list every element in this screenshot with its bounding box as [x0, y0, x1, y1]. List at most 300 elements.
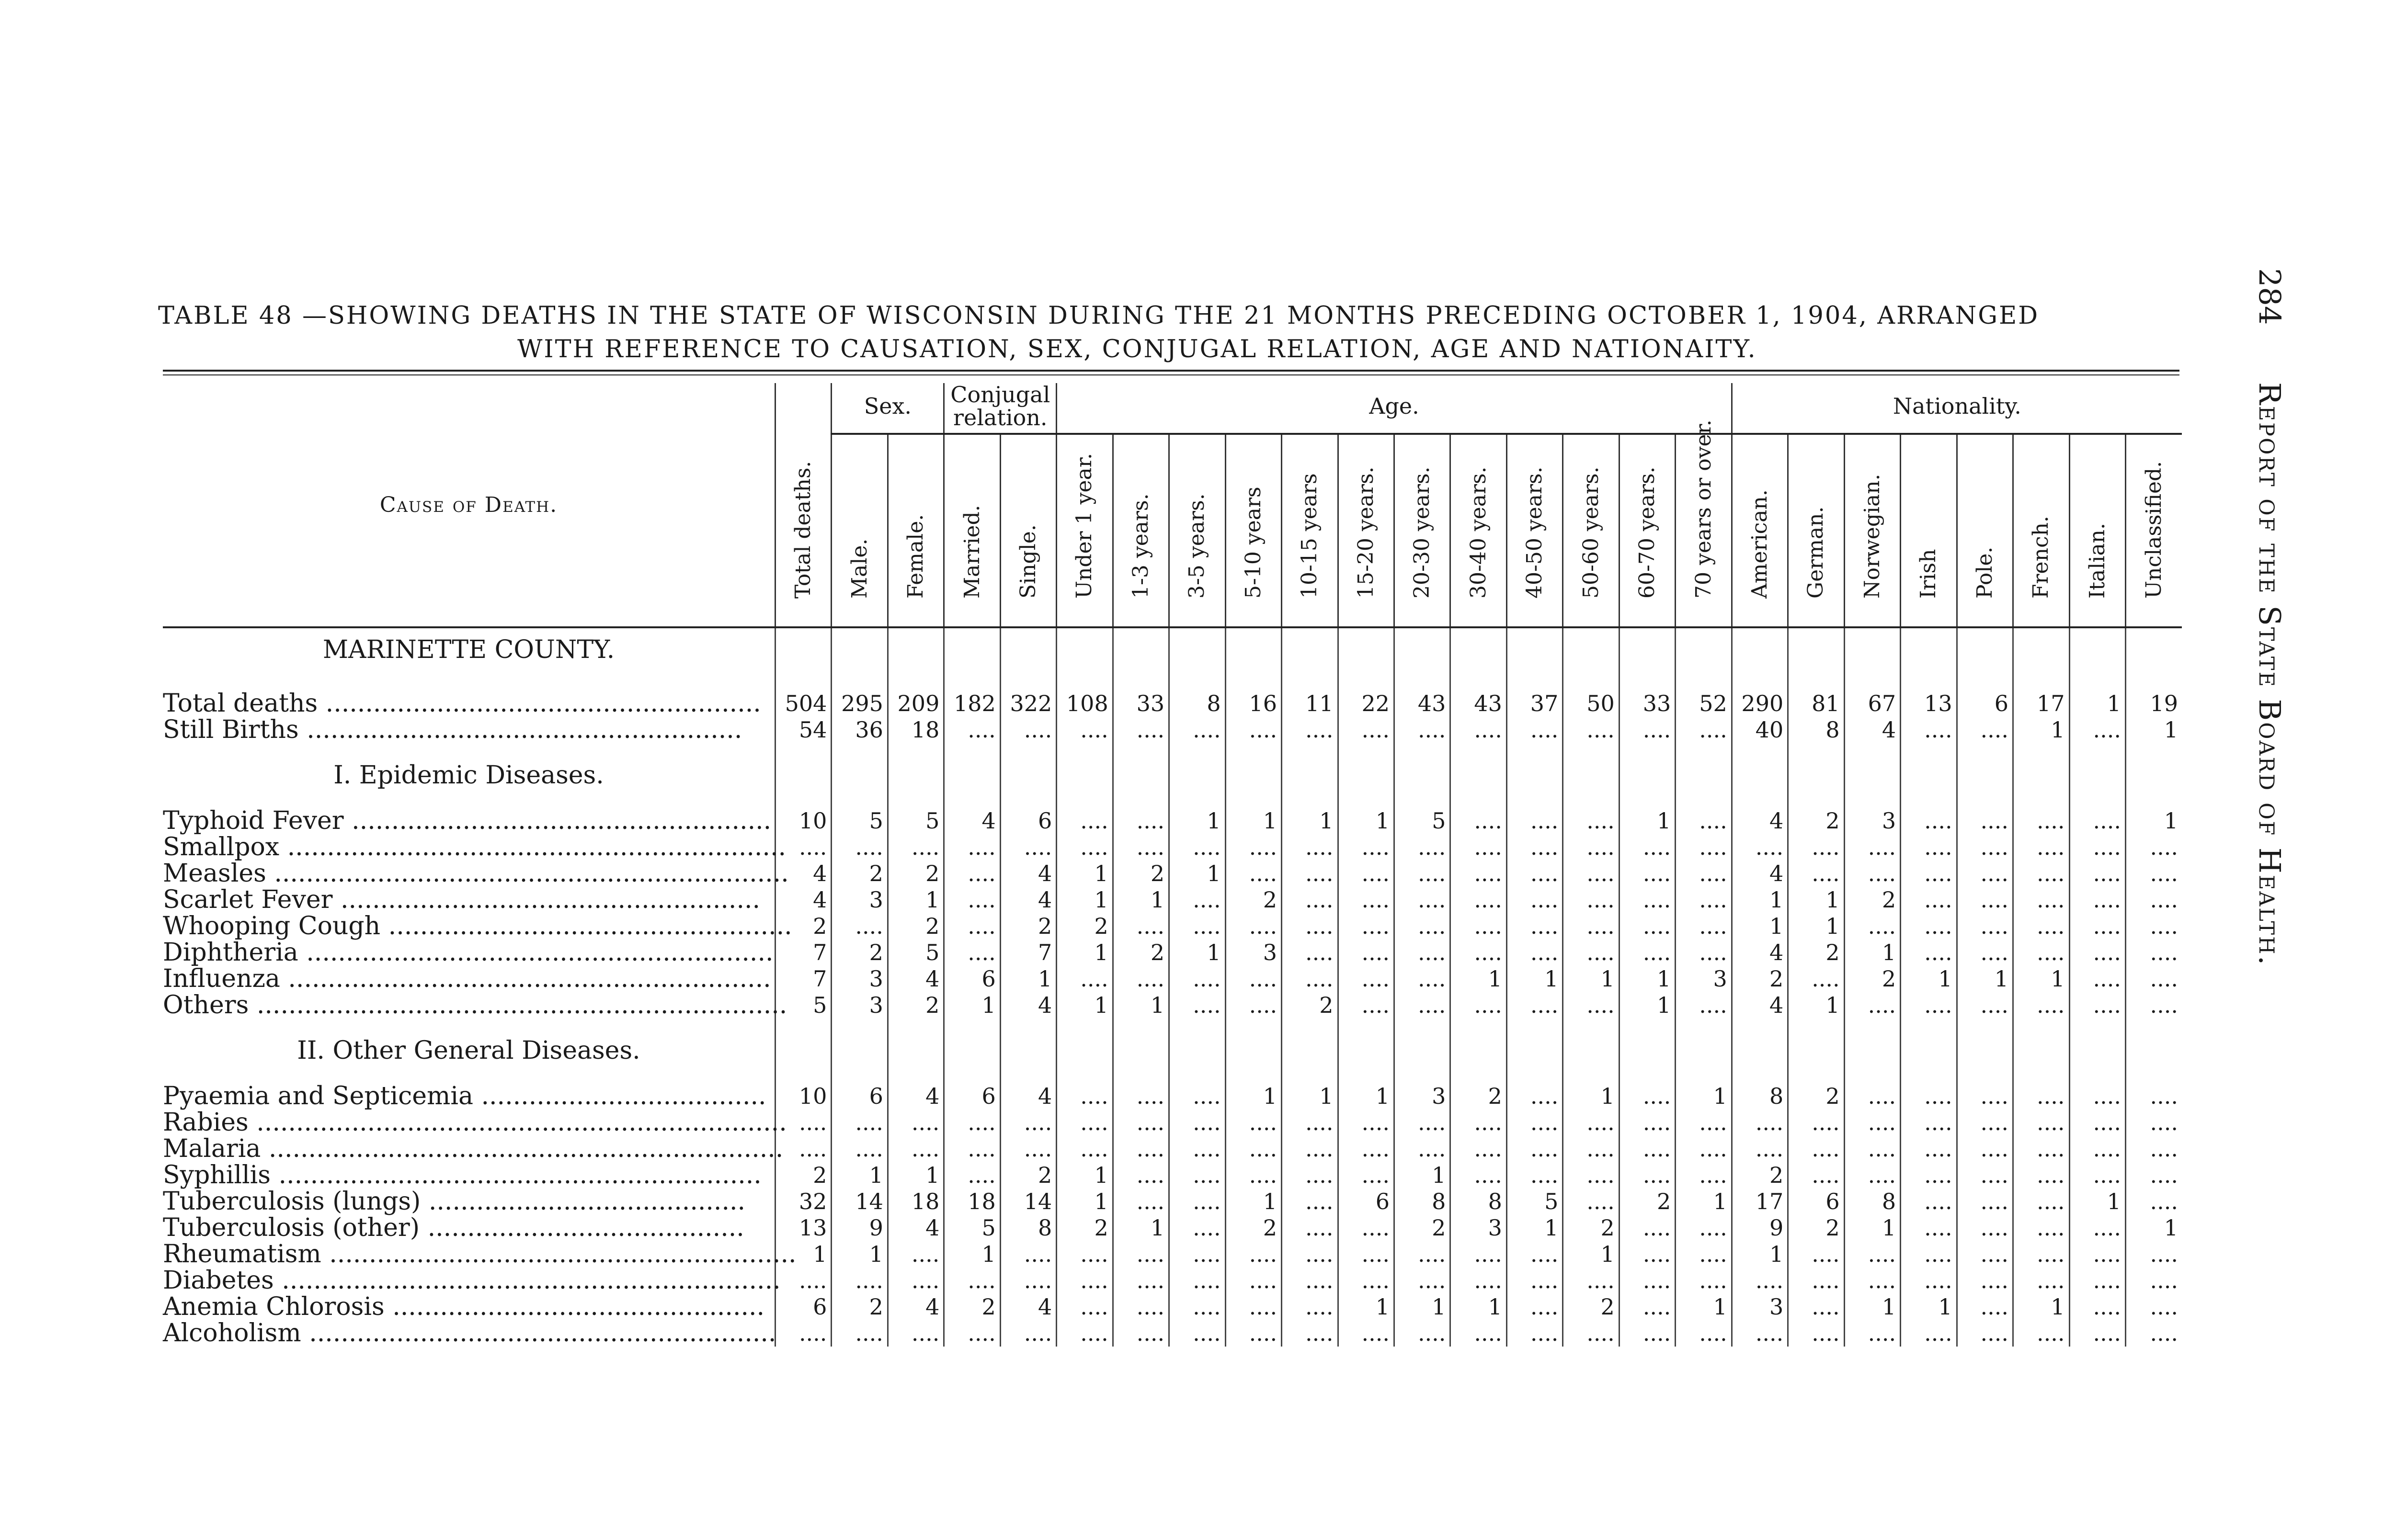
- value-cell: 3: [1732, 1294, 1788, 1320]
- value-cell: ....: [1619, 1083, 1675, 1110]
- value-cell: ....: [2013, 1189, 2069, 1215]
- value-cell: ....: [1057, 834, 1113, 861]
- header-row-groups: [163, 383, 2182, 434]
- value-cell: ....: [1169, 992, 1225, 1019]
- value-cell: 1: [2069, 1189, 2125, 1215]
- value-cell: ....: [1563, 887, 1619, 913]
- value-cell: ....: [1506, 1162, 1562, 1189]
- value-cell: ....: [1113, 717, 1169, 743]
- value-cell: 2: [1000, 913, 1056, 940]
- value-cell: ....: [1844, 992, 1900, 1019]
- value-cell: ....: [1676, 887, 1732, 913]
- running-head: [2230, 268, 2287, 967]
- value-cell: 1: [1957, 966, 2013, 992]
- value-cell: 1: [775, 1241, 831, 1268]
- value-cell: 2: [832, 861, 888, 887]
- value-cell: ....: [1450, 1110, 1506, 1136]
- value-cell: 1: [1338, 1294, 1394, 1320]
- value-cell: ....: [1563, 913, 1619, 940]
- value-cell: ....: [888, 834, 944, 861]
- value-cell: ....: [1957, 1110, 2013, 1136]
- value-cell: ....: [1506, 834, 1562, 861]
- value-cell: ....: [1732, 1136, 1788, 1162]
- value-cell: ....: [1901, 1189, 1957, 1215]
- value-cell: ....: [1282, 1136, 1338, 1162]
- value-cell: ....: [2013, 1083, 2069, 1110]
- value-cell: 2: [1844, 966, 1900, 992]
- col-age: 40-50 years.: [1506, 434, 1562, 627]
- value-cell: ....: [832, 834, 888, 861]
- value-cell: 2: [888, 992, 944, 1019]
- value-cell: ....: [1113, 1268, 1169, 1294]
- group-conjugal: Conjugal relation.: [944, 383, 1057, 434]
- value-cell: 2: [1057, 1215, 1113, 1241]
- value-cell: 1: [1169, 861, 1225, 887]
- value-cell: 1: [1732, 1241, 1788, 1268]
- value-cell: ....: [1225, 1241, 1281, 1268]
- value-cell: ....: [1169, 1241, 1225, 1268]
- value-cell: ....: [2069, 861, 2125, 887]
- cause-label: Tuberculosis (other) ........................................: [163, 1213, 744, 1242]
- value-cell: ....: [1450, 992, 1506, 1019]
- value-cell: ....: [1619, 887, 1675, 913]
- value-cell: ....: [2069, 1136, 2125, 1162]
- value-cell: 50: [1563, 691, 1619, 717]
- value-cell: 43: [1394, 691, 1450, 717]
- value-cell: 2: [1394, 1215, 1450, 1241]
- value-cell: 1: [1057, 992, 1113, 1019]
- value-cell: 4: [1844, 717, 1900, 743]
- value-cell: 5: [832, 808, 888, 834]
- col-total: Total deaths.: [775, 383, 831, 627]
- value-cell: 3: [832, 992, 888, 1019]
- value-cell: ....: [1450, 913, 1506, 940]
- value-cell: ....: [2013, 1320, 2069, 1347]
- value-cell: ....: [1957, 1083, 2013, 1110]
- value-cell: ....: [2013, 1241, 2069, 1268]
- value-cell: ....: [944, 1136, 1000, 1162]
- value-cell: ....: [1225, 913, 1281, 940]
- value-cell: 504: [775, 691, 831, 717]
- value-cell: ....: [1113, 1162, 1169, 1189]
- value-cell: ....: [1282, 1215, 1338, 1241]
- value-cell: 1: [2013, 966, 2069, 992]
- value-cell: ....: [1057, 1320, 1113, 1347]
- value-cell: ....: [1901, 717, 1957, 743]
- table-row: [163, 1136, 2182, 1162]
- value-cell: ....: [1282, 1162, 1338, 1189]
- value-cell: ....: [1619, 1320, 1675, 1347]
- value-cell: 1: [1844, 940, 1900, 966]
- value-cell: ....: [1450, 808, 1506, 834]
- value-cell: ....: [1450, 1320, 1506, 1347]
- value-cell: ....: [1957, 913, 2013, 940]
- value-cell: ....: [1057, 717, 1113, 743]
- value-cell: ....: [1676, 992, 1732, 1019]
- value-cell: 322: [1000, 691, 1056, 717]
- value-cell: 32: [775, 1189, 831, 1215]
- value-cell: ....: [1844, 1110, 1900, 1136]
- value-cell: 5: [888, 940, 944, 966]
- value-cell: 2: [1788, 808, 1844, 834]
- value-cell: 5: [1394, 808, 1450, 834]
- value-cell: ....: [832, 1110, 888, 1136]
- value-cell: ....: [944, 834, 1000, 861]
- value-cell: ....: [2125, 1083, 2182, 1110]
- value-cell: ....: [1282, 861, 1338, 887]
- value-cell: ....: [1732, 1110, 1788, 1136]
- value-cell: ....: [1957, 717, 2013, 743]
- value-cell: 16: [1225, 691, 1281, 717]
- table-row: [163, 861, 2182, 887]
- value-cell: ....: [1338, 1241, 1394, 1268]
- value-cell: ....: [1113, 834, 1169, 861]
- value-cell: 1: [1113, 1215, 1169, 1241]
- value-cell: ....: [1169, 1083, 1225, 1110]
- col-female: Female.: [888, 434, 944, 627]
- value-cell: ....: [1338, 1110, 1394, 1136]
- value-cell: ....: [1844, 1241, 1900, 1268]
- value-cell: ....: [1169, 834, 1225, 861]
- value-cell: ....: [1506, 1083, 1562, 1110]
- section-epidemic: [163, 762, 2182, 789]
- value-cell: ....: [2013, 1136, 2069, 1162]
- value-cell: 1: [1057, 1189, 1113, 1215]
- value-cell: 4: [1732, 992, 1788, 1019]
- value-cell: ....: [1169, 717, 1225, 743]
- section-epidemic-label: I. Epidemic Diseases.: [333, 761, 604, 790]
- value-cell: 1: [1619, 966, 1675, 992]
- value-cell: ....: [2069, 1215, 2125, 1241]
- value-cell: ....: [1957, 992, 2013, 1019]
- table-row: [163, 887, 2182, 913]
- group-age: Age.: [1057, 383, 1732, 434]
- value-cell: ....: [1676, 1136, 1732, 1162]
- value-cell: ....: [1169, 1136, 1225, 1162]
- value-cell: 182: [944, 691, 1000, 717]
- value-cell: ....: [2069, 992, 2125, 1019]
- value-cell: ....: [1394, 1110, 1450, 1136]
- value-cell: 2: [1057, 913, 1113, 940]
- value-cell: ....: [2125, 992, 2182, 1019]
- value-cell: ....: [1057, 1294, 1113, 1320]
- value-cell: ....: [1901, 913, 1957, 940]
- value-cell: ....: [1901, 1162, 1957, 1189]
- value-cell: ....: [1394, 1268, 1450, 1294]
- value-cell: 2: [832, 940, 888, 966]
- value-cell: ....: [1282, 1241, 1338, 1268]
- value-cell: 3: [1394, 1083, 1450, 1110]
- value-cell: ....: [1901, 1136, 1957, 1162]
- value-cell: 8: [1169, 691, 1225, 717]
- value-cell: ....: [775, 1268, 831, 1294]
- value-cell: 1: [1563, 966, 1619, 992]
- value-cell: 108: [1057, 691, 1113, 717]
- value-cell: 1: [1338, 808, 1394, 834]
- value-cell: ....: [1169, 913, 1225, 940]
- col-age: 60-70 years.: [1619, 434, 1675, 627]
- page-number: 284: [2252, 268, 2287, 325]
- value-cell: ....: [1113, 1241, 1169, 1268]
- value-cell: 1: [2069, 691, 2125, 717]
- spacer: [163, 1064, 2182, 1083]
- value-cell: ....: [1957, 1136, 2013, 1162]
- value-cell: 1: [1676, 1083, 1732, 1110]
- value-cell: ....: [1225, 966, 1281, 992]
- value-cell: 10: [775, 1083, 831, 1110]
- col-single: Single.: [1000, 434, 1056, 627]
- value-cell: 2: [888, 913, 944, 940]
- running-title: Report of the State Board of Health.: [2252, 382, 2287, 967]
- value-cell: ....: [1057, 1268, 1113, 1294]
- value-cell: 2: [888, 861, 944, 887]
- value-cell: ....: [1563, 940, 1619, 966]
- value-cell: 2: [1225, 1215, 1281, 1241]
- value-cell: ....: [1901, 992, 1957, 1019]
- value-cell: 11: [1282, 691, 1338, 717]
- value-cell: ....: [2125, 887, 2182, 913]
- table-row: [163, 1189, 2182, 1215]
- value-cell: 17: [1732, 1189, 1788, 1215]
- cause-label: Whooping Cough ...................................................: [163, 912, 792, 940]
- value-cell: ....: [2125, 1162, 2182, 1189]
- col-age: 15-20 years.: [1338, 434, 1394, 627]
- county-heading: [163, 627, 2182, 671]
- value-cell: ....: [1619, 834, 1675, 861]
- col-age: Under 1 year.: [1057, 434, 1113, 627]
- value-cell: ....: [1450, 1136, 1506, 1162]
- value-cell: ....: [1506, 808, 1562, 834]
- value-cell: ....: [1282, 887, 1338, 913]
- value-cell: 1: [2013, 717, 2069, 743]
- value-cell: ....: [1901, 861, 1957, 887]
- group-sex: Sex.: [832, 383, 944, 434]
- value-cell: 6: [1957, 691, 2013, 717]
- value-cell: 81: [1788, 691, 1844, 717]
- value-cell: ....: [1450, 1162, 1506, 1189]
- col-nationality: Pole.: [1957, 434, 2013, 627]
- value-cell: 10: [775, 808, 831, 834]
- value-cell: 3: [832, 887, 888, 913]
- value-cell: ....: [1676, 1110, 1732, 1136]
- value-cell: ....: [1844, 913, 1900, 940]
- value-cell: 1: [1282, 1083, 1338, 1110]
- value-cell: 2: [1450, 1083, 1506, 1110]
- value-cell: 4: [888, 966, 944, 992]
- value-cell: ....: [2069, 1320, 2125, 1347]
- value-cell: ....: [1450, 940, 1506, 966]
- value-cell: ....: [1563, 1189, 1619, 1215]
- value-cell: ....: [2013, 1268, 2069, 1294]
- value-cell: ....: [1844, 861, 1900, 887]
- value-cell: ....: [1225, 1320, 1281, 1347]
- value-cell: ....: [1394, 861, 1450, 887]
- value-cell: 5: [888, 808, 944, 834]
- value-cell: ....: [1000, 1268, 1056, 1294]
- value-cell: ....: [1676, 1162, 1732, 1189]
- value-cell: ....: [1394, 717, 1450, 743]
- spacer: [163, 1019, 2182, 1038]
- value-cell: ....: [1450, 1268, 1506, 1294]
- value-cell: 8: [1394, 1189, 1450, 1215]
- value-cell: 1: [2125, 808, 2182, 834]
- value-cell: 1: [1506, 966, 1562, 992]
- value-cell: ....: [1394, 1136, 1450, 1162]
- value-cell: ....: [1563, 808, 1619, 834]
- title-line-2: WITH REFERENCE TO CAUSATION, SEX, CONJUGAL RELATION, AGE AND NATIONAITY.: [517, 335, 1757, 363]
- value-cell: ....: [2125, 834, 2182, 861]
- value-cell: 40: [1732, 717, 1788, 743]
- value-cell: ....: [1225, 1162, 1281, 1189]
- value-cell: ....: [1113, 808, 1169, 834]
- value-cell: ....: [775, 1136, 831, 1162]
- col-nationality: French.: [2013, 434, 2069, 627]
- value-cell: 1: [1450, 966, 1506, 992]
- value-cell: ....: [1338, 940, 1394, 966]
- value-cell: ....: [944, 1268, 1000, 1294]
- value-cell: 1: [1057, 887, 1113, 913]
- cause-label: Rabies ...................................................................: [163, 1108, 787, 1137]
- value-cell: 6: [832, 1083, 888, 1110]
- value-cell: 14: [832, 1189, 888, 1215]
- cause-label: Alcoholism ...........................................................: [163, 1319, 776, 1348]
- value-cell: ....: [1000, 1320, 1056, 1347]
- value-cell: 1: [1788, 887, 1844, 913]
- spacer: [163, 743, 2182, 762]
- value-cell: 2: [775, 1162, 831, 1189]
- value-cell: 1: [832, 1241, 888, 1268]
- value-cell: ....: [944, 940, 1000, 966]
- table-row: [163, 940, 2182, 966]
- value-cell: ....: [2069, 1162, 2125, 1189]
- value-cell: ....: [2013, 1162, 2069, 1189]
- value-cell: 1: [1732, 887, 1788, 913]
- value-cell: ....: [1225, 717, 1281, 743]
- cause-header: Cause of Death.: [379, 492, 558, 517]
- value-cell: ....: [1450, 1241, 1506, 1268]
- value-cell: ....: [1563, 861, 1619, 887]
- value-cell: 2: [832, 1294, 888, 1320]
- value-cell: ....: [1169, 887, 1225, 913]
- value-cell: ....: [2069, 808, 2125, 834]
- value-cell: ....: [1113, 913, 1169, 940]
- value-cell: 9: [832, 1215, 888, 1241]
- value-cell: ....: [1450, 861, 1506, 887]
- value-cell: ....: [1619, 940, 1675, 966]
- value-cell: ....: [1113, 1189, 1169, 1215]
- col-age: 70 years or over.: [1676, 434, 1732, 627]
- value-cell: 18: [888, 1189, 944, 1215]
- spacer: [163, 671, 2182, 691]
- value-cell: 2: [775, 913, 831, 940]
- value-cell: ....: [2125, 940, 2182, 966]
- value-cell: ....: [1676, 1320, 1732, 1347]
- title-rule-bottom: [163, 374, 2179, 375]
- value-cell: ....: [1394, 887, 1450, 913]
- col-nationality: Irish: [1901, 434, 1957, 627]
- value-cell: ....: [2125, 913, 2182, 940]
- value-cell: ....: [1057, 1136, 1113, 1162]
- table-row: [163, 1083, 2182, 1110]
- value-cell: ....: [944, 1110, 1000, 1136]
- value-cell: ....: [1506, 1241, 1562, 1268]
- value-cell: ....: [1957, 887, 2013, 913]
- cause-label: Still Births .......................................................: [163, 715, 742, 744]
- value-cell: ....: [1225, 1136, 1281, 1162]
- value-cell: ....: [2069, 834, 2125, 861]
- value-cell: 6: [944, 966, 1000, 992]
- value-cell: 5: [1506, 1189, 1562, 1215]
- value-cell: ....: [1057, 966, 1113, 992]
- cause-label: Anemia Chlorosis ...............................................: [163, 1292, 765, 1321]
- value-cell: 1: [1057, 861, 1113, 887]
- value-cell: ....: [1225, 1268, 1281, 1294]
- value-cell: 2: [1732, 966, 1788, 992]
- value-cell: ....: [944, 913, 1000, 940]
- county-heading-label: MARINETTE COUNTY.: [322, 635, 615, 664]
- value-cell: 14: [1000, 1189, 1056, 1215]
- value-cell: ....: [1506, 1136, 1562, 1162]
- value-cell: 2: [1788, 940, 1844, 966]
- section-general-label: II. Other General Diseases.: [297, 1036, 640, 1065]
- section-general: [163, 1038, 2182, 1064]
- value-cell: ....: [2069, 1241, 2125, 1268]
- value-cell: 2: [1844, 887, 1900, 913]
- value-cell: 2: [1225, 887, 1281, 913]
- value-cell: 1: [1113, 887, 1169, 913]
- col-age: 1-3 years.: [1113, 434, 1169, 627]
- value-cell: ....: [1282, 717, 1338, 743]
- value-cell: 1: [1394, 1162, 1450, 1189]
- value-cell: ....: [2069, 1083, 2125, 1110]
- value-cell: ....: [1450, 887, 1506, 913]
- value-cell: 295: [832, 691, 888, 717]
- value-cell: ....: [1057, 1241, 1113, 1268]
- value-cell: ....: [1901, 1268, 1957, 1294]
- value-cell: ....: [1957, 861, 2013, 887]
- value-cell: ....: [1676, 940, 1732, 966]
- value-cell: ....: [1844, 1136, 1900, 1162]
- value-cell: 1: [2013, 1294, 2069, 1320]
- value-cell: ....: [2125, 1320, 2182, 1347]
- value-cell: ....: [1282, 966, 1338, 992]
- value-cell: ....: [2013, 1215, 2069, 1241]
- value-cell: ....: [2125, 1110, 2182, 1136]
- value-cell: 1: [1676, 1189, 1732, 1215]
- value-cell: ....: [1113, 1320, 1169, 1347]
- col-nationality: Italian.: [2069, 434, 2125, 627]
- value-cell: ....: [2125, 1268, 2182, 1294]
- value-cell: 8: [1000, 1215, 1056, 1241]
- value-cell: 4: [1732, 940, 1788, 966]
- group-nationality: Nationality.: [1732, 383, 2182, 434]
- value-cell: 4: [1000, 1294, 1056, 1320]
- value-cell: ....: [2069, 887, 2125, 913]
- value-cell: ....: [1957, 808, 2013, 834]
- value-cell: 8: [1788, 717, 1844, 743]
- col-married: Married.: [944, 434, 1000, 627]
- value-cell: 4: [888, 1215, 944, 1241]
- value-cell: ....: [832, 1320, 888, 1347]
- value-cell: 1: [1844, 1215, 1900, 1241]
- value-cell: ....: [2069, 717, 2125, 743]
- value-cell: ....: [1788, 1136, 1844, 1162]
- value-cell: ....: [944, 887, 1000, 913]
- value-cell: ....: [2013, 1110, 2069, 1136]
- value-cell: ....: [1732, 1268, 1788, 1294]
- value-cell: 8: [1450, 1189, 1506, 1215]
- value-cell: ....: [1901, 1320, 1957, 1347]
